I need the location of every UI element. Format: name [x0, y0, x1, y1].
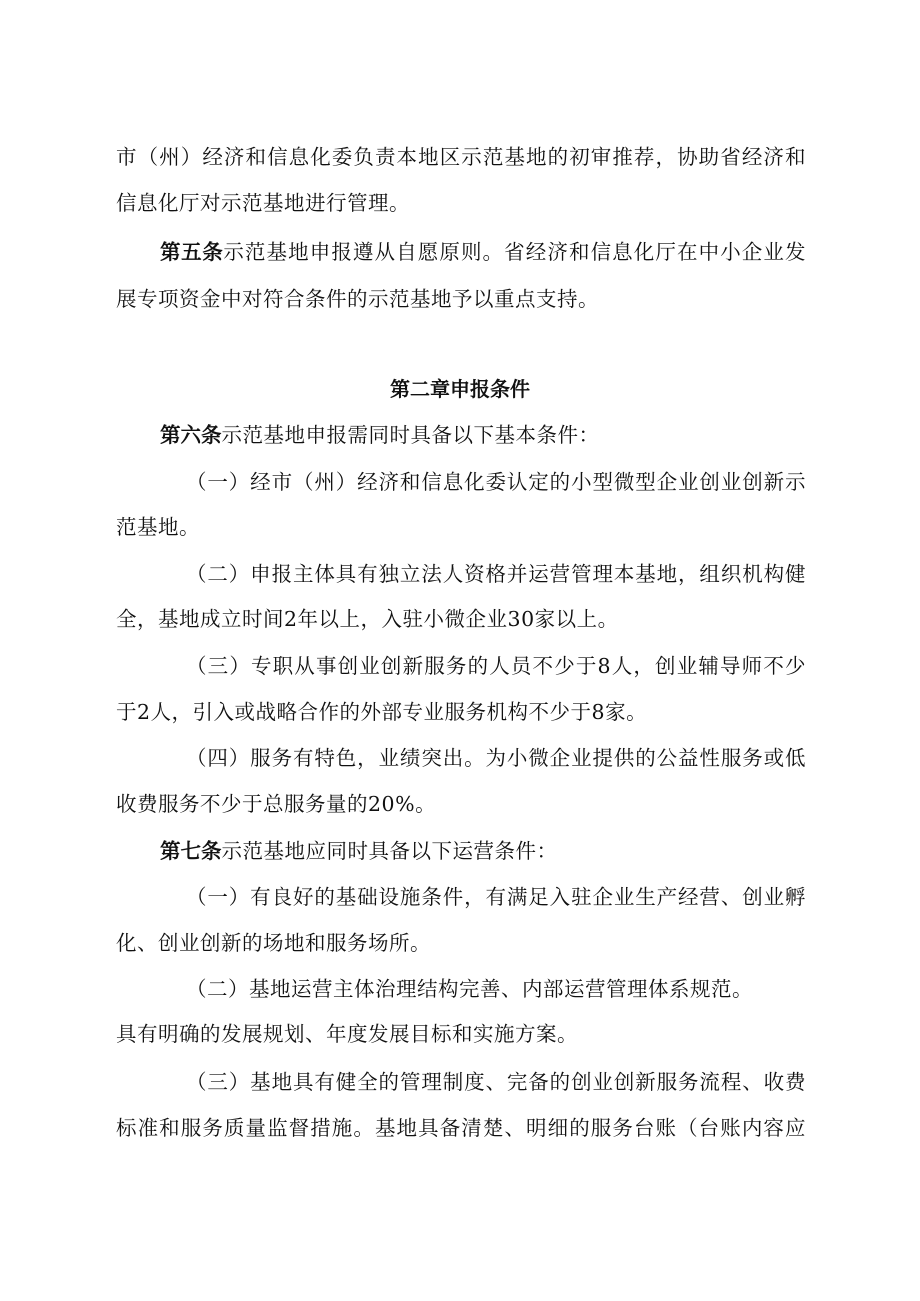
list-item-line: 全，基地成立时间2年以上，入驻小微企业30家以上。 — [116, 607, 619, 631]
list-item-line: 于2人，引入或战略合作的外部专业服务机构不少于8家。 — [116, 700, 648, 724]
article-7-line — [160, 837, 806, 865]
list-item-line: （一）有良好的基础设施条件，有满足入驻企业生产经营、创业孵 — [186, 885, 806, 909]
list-item-line: （三）基地具有健全的管理制度、完备的创业创新服务流程、收费 — [186, 1070, 806, 1094]
paragraph-line: 信息化厅对示范基地进行管理。 — [116, 191, 410, 215]
list-item-line: （三）专职从事创业创新服务的人员不少于8人，创业辅导师不少 — [186, 654, 806, 678]
list-item-line: 化、创业创新的场地和服务场所。 — [116, 931, 431, 955]
list-item-line: 收费服务不少于总服务量的20%。 — [116, 792, 437, 816]
article-7-label: 第七条 — [160, 839, 222, 863]
article-5-text: 示范基地申报遵从自愿原则。省经济和信息化厅在中小企业发 — [223, 240, 807, 264]
list-item-line: （二）基地运营主体治理结构完善、内部运营管理体系规范。 — [186, 977, 753, 1001]
chapter-2-heading: 第二章申报条件 — [390, 377, 530, 401]
list-item-line: 标准和服务质量监督措施。基地具备清楚、明细的服务台账（台账内容应 — [116, 1116, 806, 1140]
list-item-line: （二）申报主体具有独立法人资格并运营管理本基地，组织机构健 — [186, 562, 806, 586]
article-5-line — [160, 238, 806, 266]
list-item-line: 范基地。 — [116, 515, 200, 539]
article-5-line-2: 展专项资金中对符合条件的示范基地予以重点支持。 — [116, 287, 599, 311]
article-6-label: 第六条 — [160, 423, 222, 447]
article-5-label: 第五条 — [160, 240, 224, 264]
article-6-text: 示范基地申报需同时具备以下基本条件： — [221, 423, 600, 447]
article-6-line — [160, 421, 806, 449]
paragraph-line: 市（州）经济和信息化委负责本地区示范基地的初审推荐，协助省经济和 — [116, 145, 806, 169]
list-item-line: （四）服务有特色，业绩突出。为小微企业提供的公益性服务或低 — [186, 746, 806, 770]
list-item-line: （一）经市（州）经济和信息化委认定的小型微型企业创业创新示 — [186, 470, 806, 494]
list-item-line: 具有明确的发展规划、年度发展目标和实施方案。 — [116, 1022, 578, 1046]
article-7-text: 示范基地应同时具备以下运营条件： — [221, 839, 558, 863]
